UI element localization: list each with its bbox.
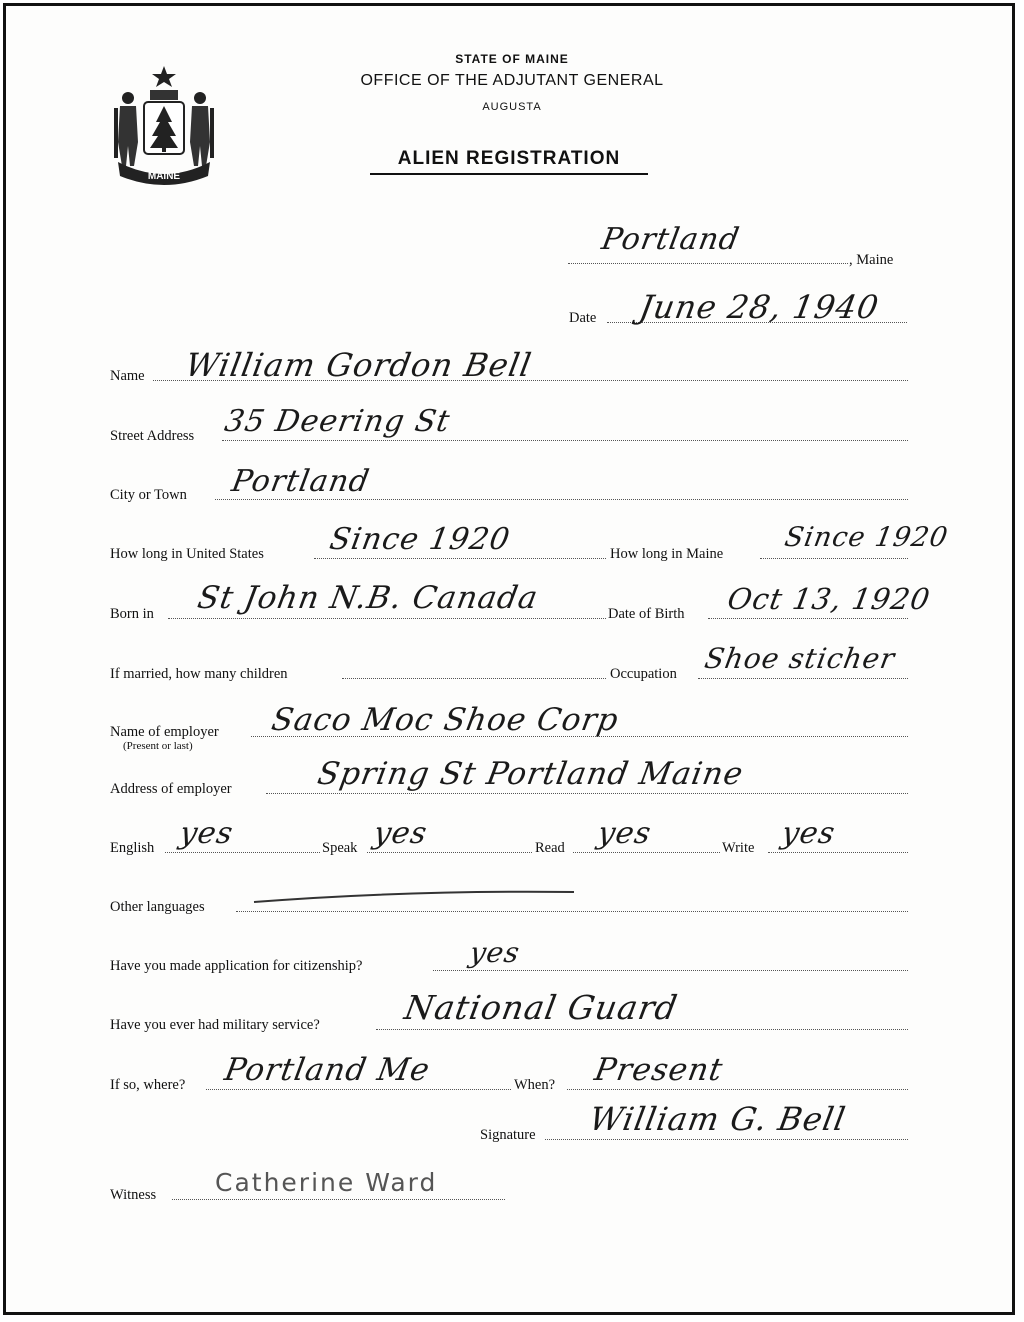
date-value: June 28, 1940	[636, 288, 883, 326]
where-line	[206, 1089, 511, 1090]
witness-value: Catherine Ward	[215, 1168, 438, 1197]
office-heading: OFFICE OF THE ADJUTANT GENERAL	[360, 72, 664, 89]
occupation-value: Shoe sticher	[702, 642, 898, 675]
speak-line	[367, 852, 532, 853]
citizenship-value: yes	[467, 936, 523, 969]
witness-line	[172, 1199, 505, 1200]
dash-stroke	[250, 884, 580, 908]
how-long-maine-line	[760, 558, 908, 559]
employer-address-line	[266, 793, 908, 794]
speak-label: Speak	[322, 840, 358, 856]
town-value: Portland	[598, 222, 743, 257]
citizenship-line	[433, 970, 908, 971]
write-label: Write	[722, 840, 755, 856]
date-of-birth-value: Oct 13, 1920	[725, 582, 934, 616]
other-languages-label: Other languages	[110, 899, 205, 915]
name-label: Name	[110, 368, 145, 384]
witness-label: Witness	[110, 1187, 157, 1203]
how-long-maine-label: How long in Maine	[610, 546, 724, 562]
born-in-line	[168, 618, 606, 619]
date-of-birth-line	[708, 618, 908, 619]
occupation-label: Occupation	[610, 666, 677, 682]
town-line	[568, 263, 848, 264]
maine-label: , Maine	[849, 252, 894, 268]
born-in-value: St John N.B. Canada	[194, 580, 542, 616]
english-line	[165, 852, 320, 853]
state-heading: STATE OF MAINE	[455, 52, 569, 66]
seal-text: MAINE	[147, 171, 181, 182]
when-label: When?	[514, 1077, 556, 1093]
read-line	[573, 852, 720, 853]
employer-note: (Present or last)	[123, 740, 193, 752]
where-value: Portland Me	[221, 1052, 433, 1088]
employer-address-value: Spring St Portland Maine	[314, 756, 747, 792]
military-line	[376, 1029, 908, 1030]
citizenship-label: Have you made application for citizenship?	[110, 958, 363, 974]
how-long-us-line	[314, 558, 606, 559]
when-line	[567, 1089, 908, 1090]
read-value: yes	[594, 816, 655, 851]
how-long-us-value: Since 1920	[326, 522, 514, 557]
city-line	[215, 499, 908, 500]
date-label: Date	[569, 310, 597, 326]
city-value: Portland	[228, 464, 373, 499]
employer-label: Name of employer	[110, 724, 219, 740]
english-value: yes	[176, 816, 237, 851]
how-long-us-label: How long in United States	[110, 546, 264, 562]
speak-value: yes	[370, 816, 431, 851]
other-languages-line	[236, 911, 908, 912]
signature-value: William G. Bell	[586, 1100, 849, 1138]
write-value: yes	[778, 816, 839, 851]
read-label: Read	[535, 840, 565, 856]
children-line	[342, 678, 606, 679]
employer-address-label: Address of employer	[110, 781, 232, 797]
where-label: If so, where?	[110, 1077, 186, 1093]
form-title: ALIEN REGISTRATION	[370, 148, 648, 175]
date-of-birth-label: Date of Birth	[608, 606, 685, 622]
when-value: Present	[591, 1052, 726, 1088]
signature-label: Signature	[480, 1127, 536, 1143]
military-value: National Guard	[401, 988, 681, 1027]
street-value: 35 Deering St	[221, 404, 453, 439]
employer-value: Saco Moc Shoe Corp	[268, 702, 622, 738]
write-line	[768, 852, 908, 853]
city-heading: AUGUSTA	[482, 101, 542, 113]
street-line	[222, 440, 908, 441]
street-label: Street Address	[110, 428, 195, 444]
name-value: William Gordon Bell	[182, 346, 535, 384]
military-label: Have you ever had military service?	[110, 1017, 320, 1033]
born-in-label: Born in	[110, 606, 154, 622]
how-long-maine-value: Since 1920	[782, 522, 951, 553]
english-label: English	[110, 840, 155, 856]
children-label: If married, how many children	[110, 666, 288, 682]
occupation-line	[698, 678, 908, 679]
signature-line	[545, 1139, 908, 1140]
city-label: City or Town	[110, 487, 187, 503]
